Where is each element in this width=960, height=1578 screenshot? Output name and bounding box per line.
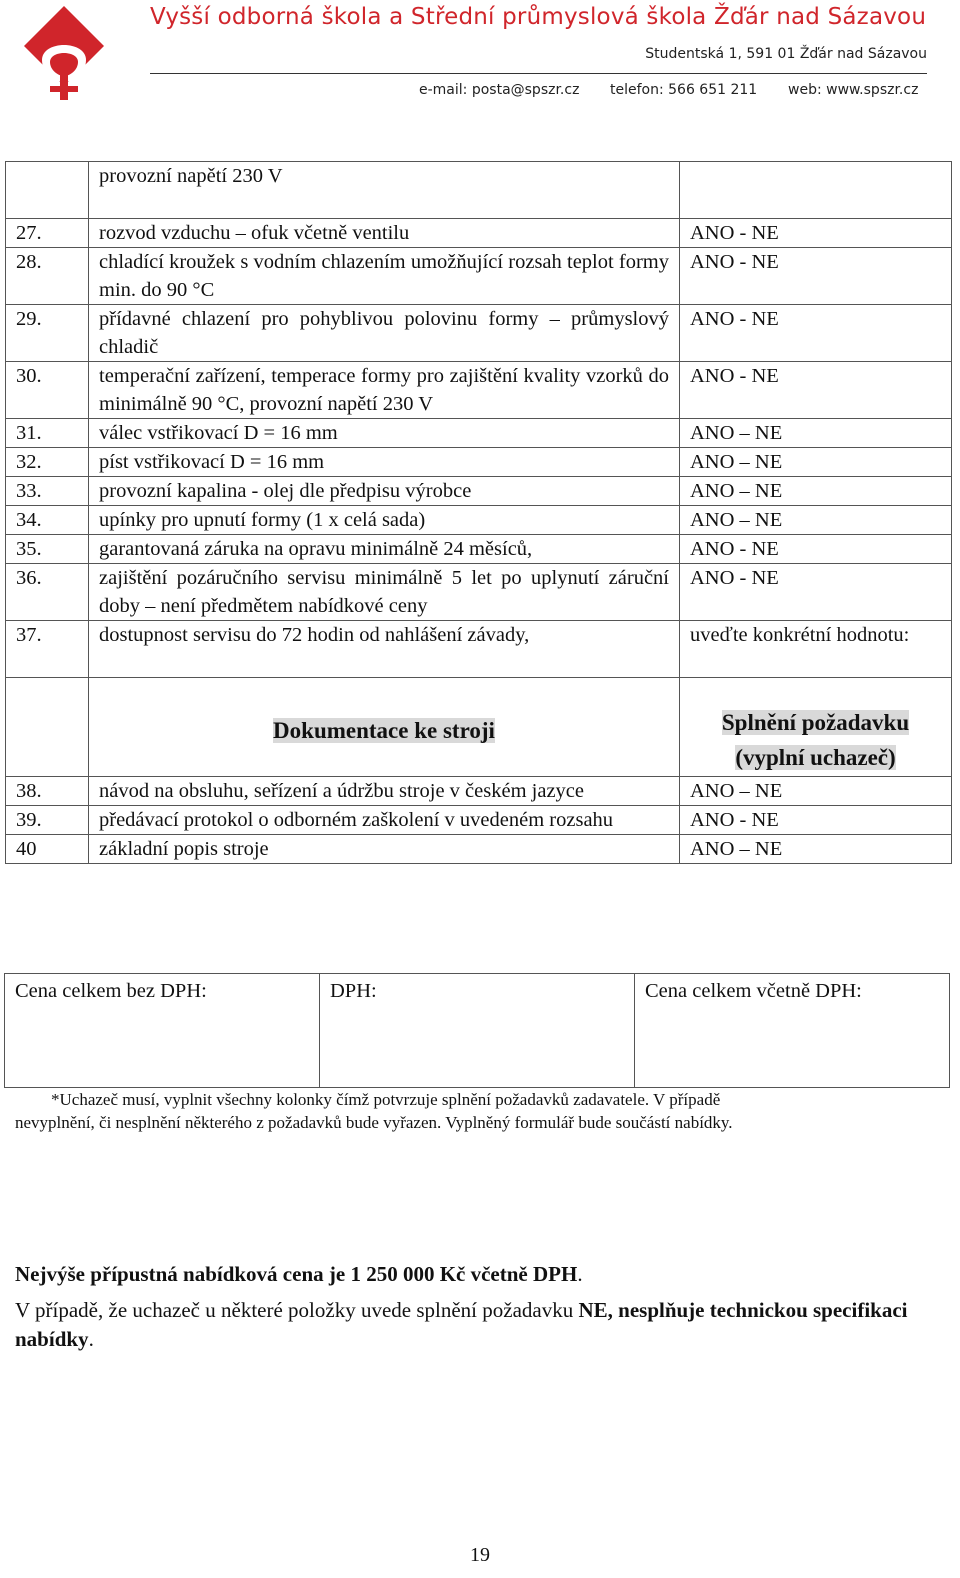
row-number: 33. (6, 477, 89, 506)
note-line: nevyplnění, či nesplnění některého z požadavků bude vyřazen. Vyplněný formulář bude součástí nabídky. (15, 1113, 733, 1132)
vat-field[interactable]: DPH: (320, 974, 635, 1088)
school-name: Vyšší odborná škola a Střední průmyslová škola Žďár nad Sázavou (150, 4, 927, 30)
table-row (6, 219, 952, 248)
row-answer[interactable]: ANO – NE (680, 448, 952, 477)
row-answer[interactable]: ANO - NE (680, 248, 952, 305)
row-number: 38. (6, 777, 89, 806)
table-row (6, 835, 952, 864)
price-without-vat-field[interactable]: Cena celkem bez DPH: (5, 974, 320, 1088)
table-row (6, 305, 952, 362)
documentation-title-cell (89, 678, 680, 777)
requirement-title: Splnění požadavku (vyplní uchazeč) (721, 710, 910, 770)
table-row (6, 506, 952, 535)
max-price-text: Nejvýše přípustná nabídková cena je 1 250 000 Kč včetně DPH (15, 1262, 578, 1286)
row-description: přídavné chlazení pro pohyblivou polovinu formy – průmyslový chladič (89, 305, 680, 362)
row-description: válec vstřikovací D = 16 mm (89, 419, 680, 448)
table-row (6, 419, 952, 448)
contact-email: e-mail: posta@spszr.cz (419, 82, 580, 98)
row-number: 27. (6, 219, 89, 248)
row-number: 29. (6, 305, 89, 362)
table-row (6, 564, 952, 621)
row-number: 30. (6, 362, 89, 419)
row-answer[interactable] (680, 162, 952, 219)
row-answer[interactable]: ANO - NE (680, 806, 952, 835)
price-row (5, 974, 950, 1088)
row-answer[interactable]: ANO – NE (680, 477, 952, 506)
row-answer[interactable]: ANO - NE (680, 219, 952, 248)
row-description: dostupnost servisu do 72 hodin od nahlášení závady, (89, 621, 680, 678)
row-description: zajištění pozáručního servisu minimálně 5 let po uplynutí záruční doby – není předmětem nabídkové ceny (89, 564, 680, 621)
row-number: 28. (6, 248, 89, 305)
final-note-end: . (88, 1327, 94, 1351)
documentation-header-row (6, 678, 952, 777)
specification-table (5, 161, 952, 864)
documentation-title: Dokumentace ke stroji (273, 718, 495, 743)
row-number: 39. (6, 806, 89, 835)
table-row (6, 621, 952, 678)
row-number: 40 (6, 835, 89, 864)
row-description: základní popis stroje (89, 835, 680, 864)
row-answer[interactable]: ANO - NE (680, 362, 952, 419)
table-row (6, 362, 952, 419)
bidder-note (15, 1088, 915, 1134)
row-number: 32. (6, 448, 89, 477)
row-description: provozní kapalina - olej dle předpisu výrobce (89, 477, 680, 506)
header-divider (150, 73, 927, 74)
row-number: 37. (6, 621, 89, 678)
row-answer[interactable]: ANO - NE (680, 564, 952, 621)
table-row (6, 477, 952, 506)
row-description: píst vstřikovací D = 16 mm (89, 448, 680, 477)
row-description: předávací protokol o odborném zaškolení v uvedeném rozsahu (89, 806, 680, 835)
price-with-vat-field[interactable]: Cena celkem včetně DPH: (635, 974, 950, 1088)
row-answer[interactable]: ANO – NE (680, 835, 952, 864)
row-answer[interactable]: ANO – NE (680, 777, 952, 806)
final-note-text: V případě, že uchazeč u některé položky uvede splnění požadavku (15, 1298, 579, 1322)
requirement-title-cell (680, 678, 952, 777)
table-row (6, 248, 952, 305)
row-description: návod na obsluhu, seřízení a údržbu stroje v českém jazyce (89, 777, 680, 806)
final-note-bold: NE, nesplňuje technickou specifikaci nabídky (15, 1298, 908, 1351)
max-price-note: Nejvýše přípustná nabídková cena je 1 250 000 Kč včetně DPH. (15, 1262, 583, 1286)
row-description: upínky pro upnutí formy (1 x celá sada) (89, 506, 680, 535)
final-note (15, 1296, 950, 1354)
table-row (6, 162, 952, 219)
row-description: garantovaná záruka na opravu minimálně 24 měsíců, (89, 535, 680, 564)
school-address: Studentská 1, 591 01 Žďár nad Sázavou (645, 46, 927, 62)
row-answer[interactable]: ANO – NE (680, 419, 952, 448)
row-answer[interactable]: ANO - NE (680, 535, 952, 564)
row-answer[interactable]: ANO – NE (680, 506, 952, 535)
table-row (6, 448, 952, 477)
table-row (6, 777, 952, 806)
row-number: 36. (6, 564, 89, 621)
row-number: 34. (6, 506, 89, 535)
empty-cell (6, 678, 89, 777)
school-logo (20, 2, 108, 102)
table-row (6, 806, 952, 835)
contact-web: web: www.spszr.cz (788, 82, 919, 98)
row-description: temperační zařízení, temperace formy pro zajištění kvality vzorků do minimálně 90 °C, provozní napětí 230 V (89, 362, 680, 419)
row-number: 31. (6, 419, 89, 448)
price-table (4, 973, 950, 1088)
row-description: provozní napětí 230 V (89, 162, 680, 219)
row-description: chladící kroužek s vodním chlazením umožňující rozsah teplot formy min. do 90 °C (89, 248, 680, 305)
contact-phone: telefon: 566 651 211 (610, 82, 758, 98)
page-number: 19 (470, 1544, 490, 1566)
row-answer[interactable]: ANO - NE (680, 305, 952, 362)
row-description: rozvod vzduchu – ofuk včetně ventilu (89, 219, 680, 248)
table-row (6, 535, 952, 564)
row-number: 35. (6, 535, 89, 564)
row-number (6, 162, 89, 219)
row-answer[interactable]: uveďte konkrétní hodnotu: (680, 621, 952, 678)
note-line: *Uchazeč musí, vyplnit všechny kolonky čímž potvrzuje splnění požadavků zadavatele. V případě (51, 1090, 721, 1109)
